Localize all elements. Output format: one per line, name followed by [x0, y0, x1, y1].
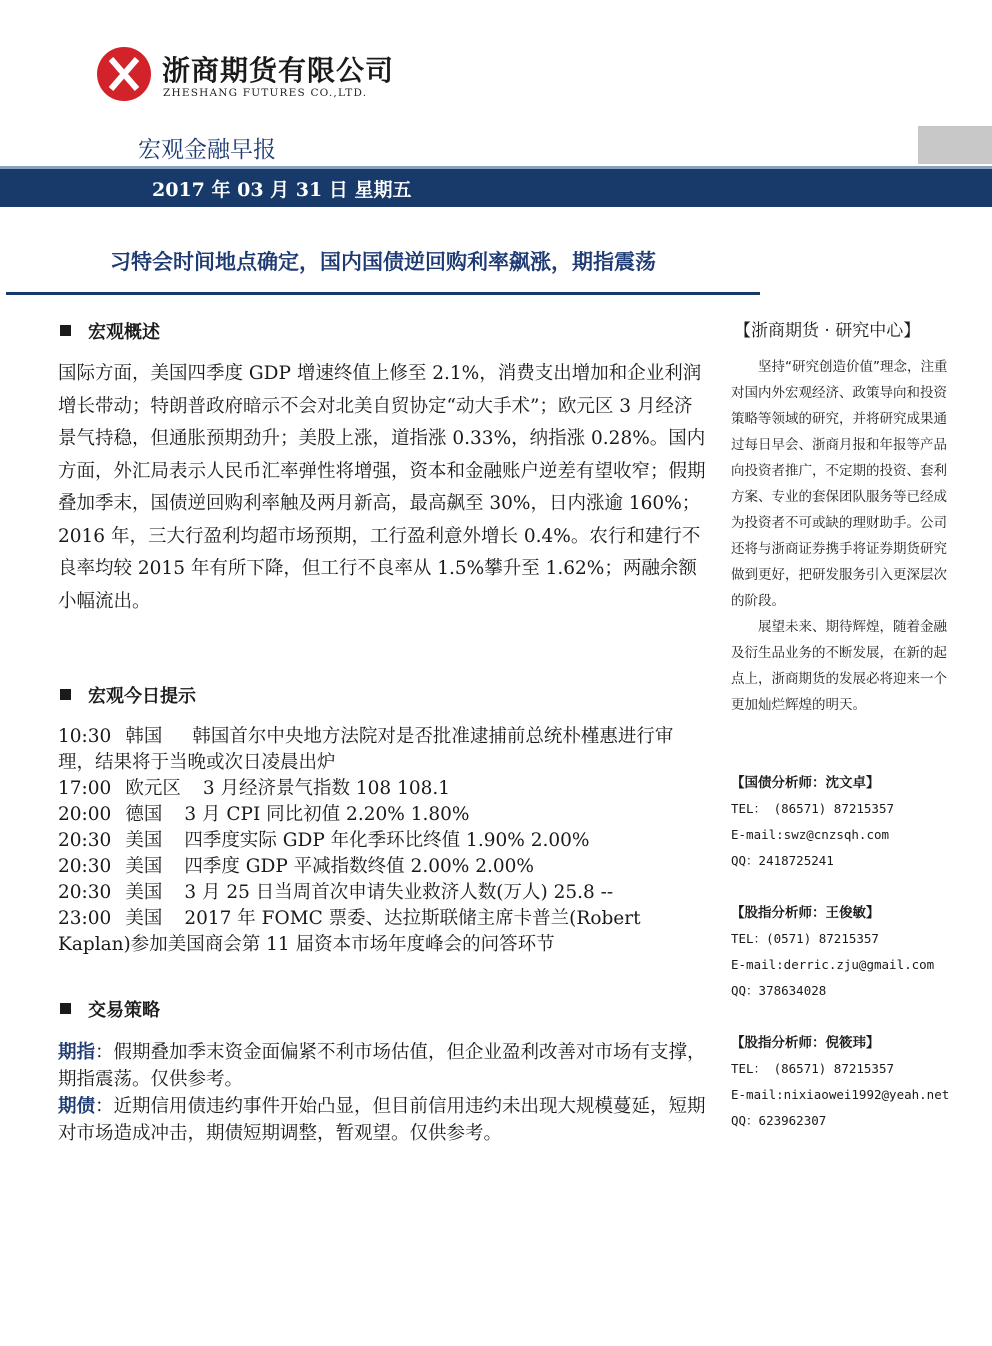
list-item: 10:30 韩国 韩国首尔中央地方法院对是否批准逮捕前总统朴槿惠进行审理，结果将于当晚或次日凌晨出炉 — [58, 726, 674, 773]
section-title-overview: 宏观概述 — [60, 318, 160, 344]
header-decoration — [918, 126, 992, 164]
analyst-card-index-2 — [731, 1030, 981, 1134]
strategy-item-index-futures: 期指：假期叠加季末资金面偏紧不利市场估值，但企业盈利改善对市场有支撑，期指震荡。仅供参考。 — [58, 1042, 706, 1090]
sidebar-paragraph: 展望未来、期待辉煌，随着金融及衍生品业务的不断发展，在新的起点上，浙商期货的发展必将迎来一个更加灿烂辉煌的明天。 — [731, 619, 947, 713]
analyst-email[interactable]: E-mail:nixiaowei1992@yeah.net — [731, 1087, 950, 1102]
headline-divider — [6, 292, 760, 295]
list-item: 20:30 美国 3 月 25 日当周首次申请失业救济人数(万人) 25.8 -- — [58, 882, 614, 903]
list-item: 23:00 美国 2017 年 FOMC 票委、达拉斯联储主席卡普兰(Robert Kaplan)参加美国商会第 11 届资本市场年度峰会的问答环节 — [58, 908, 641, 955]
company-logo-icon — [97, 47, 151, 101]
analyst-tel: TEL： (86571) 87215357 — [731, 1061, 895, 1076]
list-item: 17:00 欧元区 3 月经济景气指数 108 108.1 — [58, 778, 451, 799]
section-title-calendar: 宏观今日提示 — [60, 682, 196, 708]
analyst-title: 【股指分析师：王俊敏】 — [731, 905, 880, 921]
bullet-square-icon — [60, 689, 71, 700]
list-item: 20:30 美国 四季度 GDP 平减指数终值 2.00% 2.00% — [58, 856, 534, 877]
bullet-square-icon — [60, 325, 71, 336]
sidebar-paragraph: 坚持“研究创造价值”理念，注重对国内外宏观经济、政策导向和投资策略等领域的研究，并将研究成果通过每日早会、浙商月报和年报等产品向投资者推广，不定期的投资、套利方案、专业的套保团队服务等已经成为投资者不可或缺的理财助手。公司还将与浙商证券携手将证券期货研究做到更好，把研发服务引入更深层次的阶段。 — [731, 359, 948, 609]
sidebar-intro — [731, 354, 957, 718]
date-bar — [0, 166, 992, 207]
strategy-list — [58, 1039, 710, 1147]
analyst-email[interactable]: E-mail:swz@cnzsqh.com — [731, 827, 890, 842]
analyst-title: 【国债分析师：沈文卓】 — [731, 775, 880, 791]
company-name-en: ZHESHANG FUTURES CO.,LTD. — [163, 87, 368, 99]
analyst-qq: QQ：378634028 — [731, 983, 827, 998]
analyst-tel: TEL： (86571) 87215357 — [731, 801, 895, 816]
list-item: 20:30 美国 四季度实际 GDP 年化季环比终值 1.90% 2.00% — [58, 830, 590, 851]
sidebar-title: 【浙商期货 · 研究中心】 — [734, 321, 921, 341]
section-title-strategy: 交易策略 — [60, 996, 160, 1022]
strategy-item-bond-futures: 期债：近期信用债违约事件开始凸显，但目前信用违约未出现大规模蔓延，短期对市场造成冲击，期债短期调整，暂观望。仅供参考。 — [58, 1096, 706, 1144]
analyst-title: 【股指分析师：倪筱玮】 — [731, 1035, 880, 1051]
headline: 习特会时间地点确定，国内国债逆回购利率飙涨，期指震荡 — [110, 250, 656, 274]
event-calendar — [58, 724, 710, 958]
report-date: 2017 年 03 月 31 日 星期五 — [152, 179, 412, 201]
overview-paragraph: 国际方面，美国四季度 GDP 增速终值上修至 2.1%，消费支出增加和企业利润增长带动；特朗普政府暗示不会对北美自贸协定“动大手术”；欧元区 3 月经济景气持稳，但通胀预期劲升；美股上涨，道指涨 0.33%，纳指涨 0.28%。国内方面，外汇局表示人民币汇率弹性将增强，资本和金融账户逆差有望收窄；假期叠加季末，国债逆回购利率触及两月新高，最高飙至 30%，日内涨逾 160%；2016 年，三大行盈利均超市场预期，工行盈利意外增长 0.4%。农行和建行不良率均较 2015 年有所下降，但工行不良率从 1.5%攀升至 1.62%；两融余额小幅流出。 — [58, 363, 706, 612]
analyst-card-index-1 — [731, 900, 981, 1004]
analyst-qq: QQ：623962307 — [731, 1113, 827, 1128]
list-item: 20:00 德国 3 月 CPI 同比初值 2.20% 1.80% — [58, 804, 470, 825]
analyst-email[interactable]: E-mail:derric.zju@gmail.com — [731, 957, 935, 972]
analyst-qq: QQ：2418725241 — [731, 853, 834, 868]
analyst-card-bond — [731, 770, 981, 874]
bullet-square-icon — [60, 1003, 71, 1014]
analyst-tel: TEL：(0571) 87215357 — [731, 931, 879, 946]
report-title: 宏观金融早报 — [138, 137, 276, 163]
company-name: 浙商期货有限公司 — [162, 54, 395, 87]
